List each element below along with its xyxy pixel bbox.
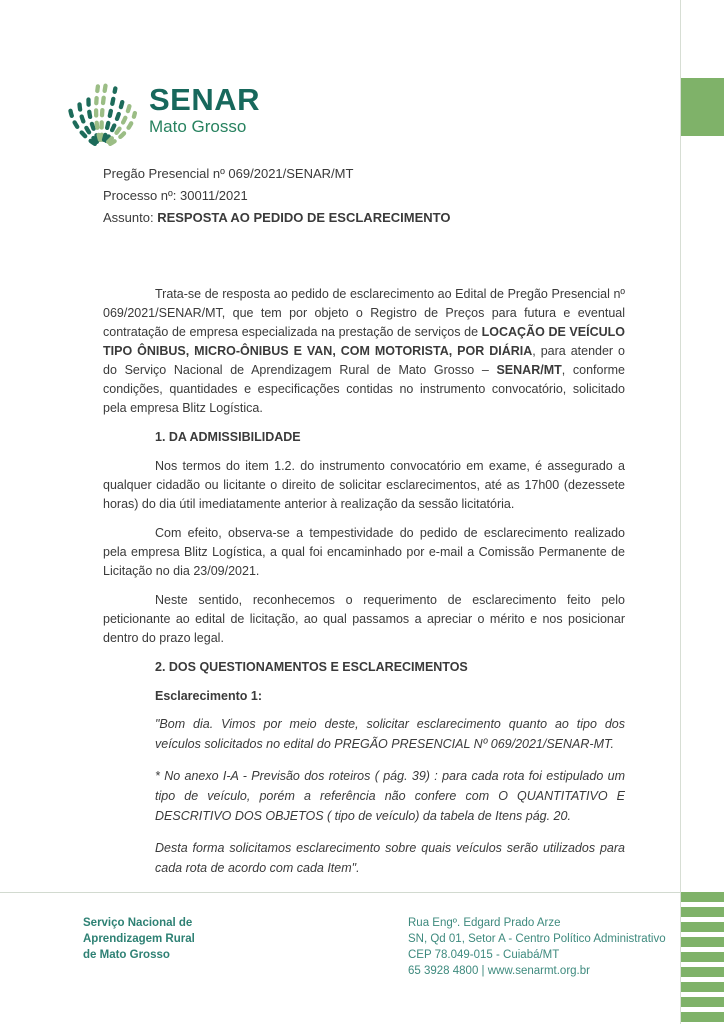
footer-line: Aprendizagem Rural: [83, 933, 195, 945]
footer-line: de Mato Grosso: [83, 949, 170, 961]
admissibilidade-paragraph-1: Nos termos do item 1.2. do instrumento convocatório em exame, é assegurado a qualquer cidadão ou licitante o direito de solicitar esclarecimentos, até as 17h00 (dezessete horas) do dia útil imediatamente anterior à realização da sessão licitatória.: [103, 459, 625, 511]
admissibilidade-paragraph-3: Neste sentido, reconhecemos o requerimento de esclarecimento feito pelo peticionante ao edital de licitação, ao qual passamos a apreciar o mérito e nos posicionar dentro do prazo legal.: [103, 593, 625, 645]
document-header-block: [103, 163, 625, 229]
footer-line: CEP 78.049-015 - Cuiabá/MT: [408, 949, 560, 961]
senar-logo: [64, 72, 260, 148]
green-stripes-corner: [681, 892, 724, 1024]
assunto-line: Assunto: RESPOSTA AO PEDIDO DE ESCLARECIMENTO: [103, 210, 451, 225]
quote-paragraph-2: * No anexo I-A - Previsão dos roteiros ( pág. 39) : para cada rota foi estipulado um tipo de veículo, porém a referência não confere com O QUANTITATIVO E DESCRITIVO DOS OBJETOS ( tipo de veículo) da tabela de Itens pág. 20.: [155, 769, 625, 823]
footer-line: Rua Engº. Edgard Prado Arze: [408, 917, 561, 929]
logo-brand-text: SENAR: [149, 82, 261, 117]
esclarecimento-1-label: Esclarecimento 1:: [155, 689, 262, 703]
footer-line: Serviço Nacional de: [83, 917, 193, 929]
document-paragraphs: [103, 285, 625, 878]
footer-line: 65 3928 4800 | www.senarmt.org.br: [408, 965, 590, 977]
quote-paragraph-1: "Bom dia. Vimos por meio deste, solicitar esclarecimento quanto ao tipo dos veículos solicitados no edital do PREGÃO PRESENCIAL Nº 069/2021/SENAR-MT.: [155, 717, 625, 751]
logo-region-text: Mato Grosso: [149, 117, 247, 136]
document-content: [103, 163, 625, 890]
pregao-line: Pregão Presencial nº 069/2021/SENAR/MT: [103, 166, 354, 181]
green-tab-marker: [681, 78, 724, 136]
right-edge-line: [680, 0, 681, 1024]
footer-line: SN, Qd 01, Setor A - Centro Político Administrativo: [408, 933, 666, 945]
footer-divider-line: [0, 892, 681, 893]
senar-leaf-icon: [64, 72, 140, 148]
quote-paragraph-3: Desta forma solicitamos esclarecimento sobre quais veículos serão utilizados para cada rota de acordo com cada Item".: [155, 841, 625, 875]
footer-address: [408, 915, 666, 979]
admissibilidade-paragraph-2: Com efeito, observa-se a tempestividade do pedido de esclarecimento realizado pela empresa Blitz Logística, a qual foi encaminhado por e-mail a Comissão Permanente de Licitação no dia 23/09/2021.: [103, 526, 625, 578]
section-1-heading: 1. DA ADMISSIBILIDADE: [155, 430, 301, 444]
footer-organization: [83, 915, 195, 963]
intro-paragraph: Trata-se de resposta ao pedido de esclarecimento ao Edital de Pregão Presencial nº 069/2021/SENAR/MT, que tem por objeto o Registro de Preços para futura e eventual contratação de empresa especializada na prestação de serviços de LOCAÇÃO DE VEÍCULO TIPO ÔNIBUS, MICRO-ÔNIBUS E VAN, COM MOTORISTA, POR DIÁRIA, para atender o do Serviço Nacional de Aprendizagem Rural de Mato Grosso – SENAR/MT, conforme condições, quantidades e especificações contidas no instrumento convocatório, solicitado pela empresa Blitz Logística.: [103, 287, 625, 415]
processo-line: Processo nº: 30011/2021: [103, 188, 248, 203]
section-2-heading: 2. DOS QUESTIONAMENTOS E ESCLARECIMENTOS: [155, 660, 468, 674]
